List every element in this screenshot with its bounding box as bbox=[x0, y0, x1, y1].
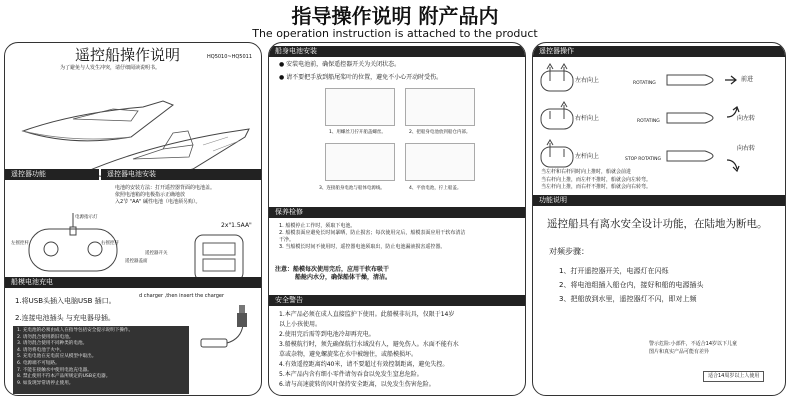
label-power-light: 电源指示灯 bbox=[75, 215, 98, 220]
battery-step-3: 3、连接船身电池与船体电源线。 bbox=[319, 186, 385, 191]
row3-instruction: 左杆向上 bbox=[575, 153, 600, 160]
charge-step-1: 1.将USB头插入电脑USB 插口。 bbox=[15, 297, 116, 305]
battery-step-image-2 bbox=[405, 88, 475, 126]
page-title: 指导操作说明 附产品内 bbox=[291, 4, 499, 28]
panel-boat-manual bbox=[4, 42, 262, 396]
battery-step-image-3 bbox=[325, 143, 395, 181]
model-number: HQ5010~HQ5011 bbox=[207, 54, 253, 60]
charge-step-2: 2.连接电池插头 与充电器母插。 bbox=[15, 314, 115, 322]
battery-step-4: 4、平放电池，拧上船盖。 bbox=[409, 186, 462, 191]
label-right-lever: 右摇控杆 bbox=[101, 241, 119, 246]
age-label: 适合14周岁以上人使用 bbox=[703, 371, 764, 382]
function-title: 遥控船具有离水安全设计功能，在陆地为断电。 bbox=[547, 218, 768, 230]
section-remote-functions: 遥控器功能 bbox=[5, 169, 99, 180]
battery-caption: 2x"1.5AA" bbox=[221, 222, 252, 229]
remote-diagram-forward bbox=[537, 63, 577, 97]
label-left-lever: 左摇控杆 bbox=[11, 241, 29, 246]
pairing-steps: 1、打开遥控器开关，电源灯在闪烁 2、将电池组插入船仓内，接好和船的电源插头 3、把船放到水里，遥控器灯不闪，即对上频 bbox=[559, 267, 704, 303]
row1-instruction: 左右向上 bbox=[575, 77, 600, 84]
install-text: 电池的安装方法：打开遥控器背面的电池盖。 依照电池箱的电极指示正确地放 入2节 "AA" 碱性电池（电池须另购）。 bbox=[115, 185, 216, 205]
battery-step-1: 1、用螺丝刀拧开船盖螺丝。 bbox=[329, 130, 386, 135]
footer-note: 警示危险:小部件，不适合14岁以下儿童 图片和真实产品可能有差异 bbox=[649, 341, 738, 355]
charging-warnings: 1. 充电池的必须由成人在指导包括安全提示说明下操作。 2. 请勿混合使用新旧电池。 3. 请勿混合使用不同种类的电池。 4. 请勿将电池于火中。 5. 充电电池在充电前应从模型中取出。 6. 电源端不可短路。 7. 不能在接触水中使用电池充电器。 8. 禁止使用不符本产品所规定的USB充电器。 9. 如发现异常请停止使用。 bbox=[13, 326, 189, 394]
arrow-forward-icon bbox=[725, 75, 739, 85]
section-charge: 船模电池充电 bbox=[5, 277, 262, 288]
panel-battery-maintenance bbox=[268, 42, 526, 396]
battery-bullet-1: ● 安装电池前，确保遥控器开关为关闭状态。 bbox=[279, 61, 401, 68]
row2-instruction: 右杆向上 bbox=[575, 115, 600, 122]
row3-result: 向右转 bbox=[737, 145, 756, 152]
section-safety: 安全警告 bbox=[269, 295, 526, 306]
maintenance-notice: 注意：船模每次使用完后，应用干软布吸干 船舱内水分，确保船体干燥，清洁。 bbox=[275, 266, 392, 281]
pairing-steps-title: 对频步骤： bbox=[549, 247, 589, 256]
boat-top-view-right bbox=[665, 147, 725, 165]
remote-diagram-right bbox=[537, 139, 577, 173]
manual-subtitle: 为了避免与人发生冲突，请仔细阅读说明书。 bbox=[60, 65, 161, 71]
label-switch: 遥控器开关 bbox=[145, 251, 168, 256]
maintenance-list: 1. 船模停止工作时，须取下电池。 2. 船模表面应避免长时间暴晒，防止损害；每次使用完后，船模表面应用干软布清洁 干净。 3. 当船模长时间不使用时，遥控器电池须取出，防止电池漏液损害遥控器。 bbox=[279, 223, 466, 250]
charge-step-1-en: d charger ,then insert the charger bbox=[139, 293, 225, 299]
usb-charger-illustration bbox=[193, 299, 259, 359]
boat-top-view-left bbox=[665, 109, 725, 127]
battery-step-image-4 bbox=[405, 143, 475, 181]
battery-bullet-2: ● 请不要把手放到船尾桨叶的位置，避免不小心开动时受伤。 bbox=[279, 74, 443, 81]
section-boat-battery: 船身电池安装 bbox=[269, 46, 526, 57]
battery-step-image-1 bbox=[325, 88, 395, 126]
section-remote-operation: 遥控器操作 bbox=[533, 46, 786, 57]
section-function: 功能说明 bbox=[533, 195, 786, 206]
row3-mode: STOP ROTATING bbox=[625, 157, 662, 162]
panel-remote-operation bbox=[532, 42, 786, 396]
row1-mode: ROTATING bbox=[633, 81, 656, 86]
safety-list: 1.本产品必须在成人直接监护下使用。此船模非玩具，仅限于14岁 以上小孩使用。 2.使用完后需等到电池冷却再充电。 3.船模航行时，须先确保航行水域没有人，避免伤人。水面不能有水 草或杂物，避免螺旋桨在水中被缠住，或船模损坏。 4.有效遥控距离约40米，请不要超过有效控制距离，避免失控。 5.本产品内含有细小零件请勿吞食以免发生窒息危险。 6.请与高速旋转的风叶保持安全距离，以免发生伤害危险。 bbox=[279, 311, 459, 388]
boat-illustration bbox=[13, 73, 259, 183]
battery-step-2: 2、把船身电池放到船仓内部。 bbox=[409, 130, 471, 135]
remote-diagram-left bbox=[537, 101, 577, 135]
control-notes: 当左杆和右杆同时向上推时，船就会前进 当右杆向上推，而左杆不推时，船就会向左转弯。 当左杆向上推，而右杆不推时，船就会向右转弯。 bbox=[541, 169, 652, 190]
page-subtitle: The operation instruction is attached to the product bbox=[252, 27, 538, 40]
row2-result: 向左转 bbox=[737, 115, 756, 122]
row1-result: 前进 bbox=[741, 76, 754, 83]
boat-top-view-forward bbox=[665, 71, 725, 89]
remote-controller-illustration bbox=[15, 209, 131, 287]
row2-mode: ROTATING bbox=[637, 119, 660, 124]
arrow-right-turn-icon bbox=[725, 157, 741, 173]
label-battery-cover: 遥控器盖面 bbox=[125, 259, 148, 264]
manual-title: 遥控船操作说明 bbox=[75, 46, 181, 64]
section-maintenance: 保养检修 bbox=[269, 207, 526, 218]
section-remote-battery: 遥控器电池安装 bbox=[101, 169, 262, 180]
